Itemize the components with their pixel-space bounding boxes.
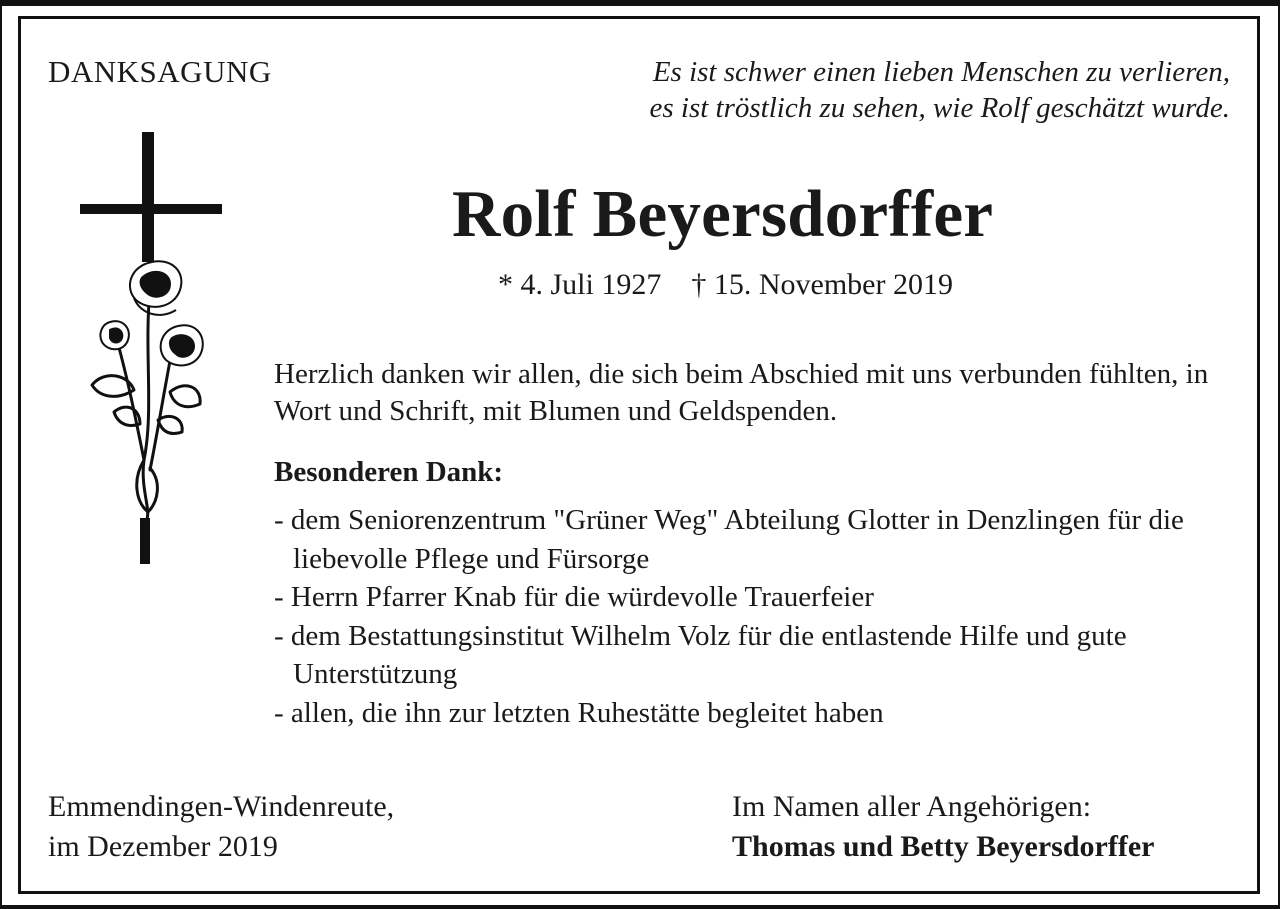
life-dates (498, 268, 953, 302)
motto-line-2: es ist tröstlich zu sehen, wie Rolf geschätzt wurde. (649, 92, 1230, 124)
deceased-name: Rolf Beyersdorffer (452, 177, 994, 251)
death-date: † 15. November 2019 (691, 268, 953, 301)
notice-heading: DANKSAGUNG (48, 54, 272, 89)
list-item: - dem Seniorenzentrum "Grüner Weg" Abteilung Glotter in Denzlingen für die liebevolle Pflege und Fürsorge (274, 504, 1184, 575)
birth-date: * 4. Juli 1927 (498, 268, 662, 301)
family-signature (732, 787, 1154, 867)
date-text: im Dezember 2019 (48, 830, 278, 863)
signers-names: Thomas und Betty Beyersdorffer (732, 830, 1155, 863)
motto-quote (650, 54, 1231, 126)
thank-you-intro (274, 356, 1244, 430)
list-item: - dem Bestattungsinstitut Wilhelm Volz für die entlastende Hilfe und gute Unterstützung (274, 619, 1127, 690)
list-item: - Herrn Pfarrer Knab für die würdevolle Trauerfeier (274, 581, 874, 613)
place-text: Emmendingen-Windenreute, (48, 790, 395, 823)
place-and-date (48, 787, 394, 867)
on-behalf-text: Im Namen aller Angehörigen: (732, 790, 1092, 823)
intro-text: Herzlich danken wir allen, die sich beim Abschied mit uns verbunden fühlten, in Wort und Schrift, mit Blumen und Geldspenden. (274, 358, 1209, 427)
motto-line-1: Es ist schwer einen lieben Menschen zu verlieren, (652, 56, 1230, 88)
cross-with-roses-icon (74, 130, 234, 566)
list-item: - allen, die ihn zur letzten Ruhestätte begleitet haben (274, 696, 884, 729)
special-thanks-heading: Besonderen Dank: (274, 456, 504, 488)
special-thanks-list (274, 501, 1249, 732)
